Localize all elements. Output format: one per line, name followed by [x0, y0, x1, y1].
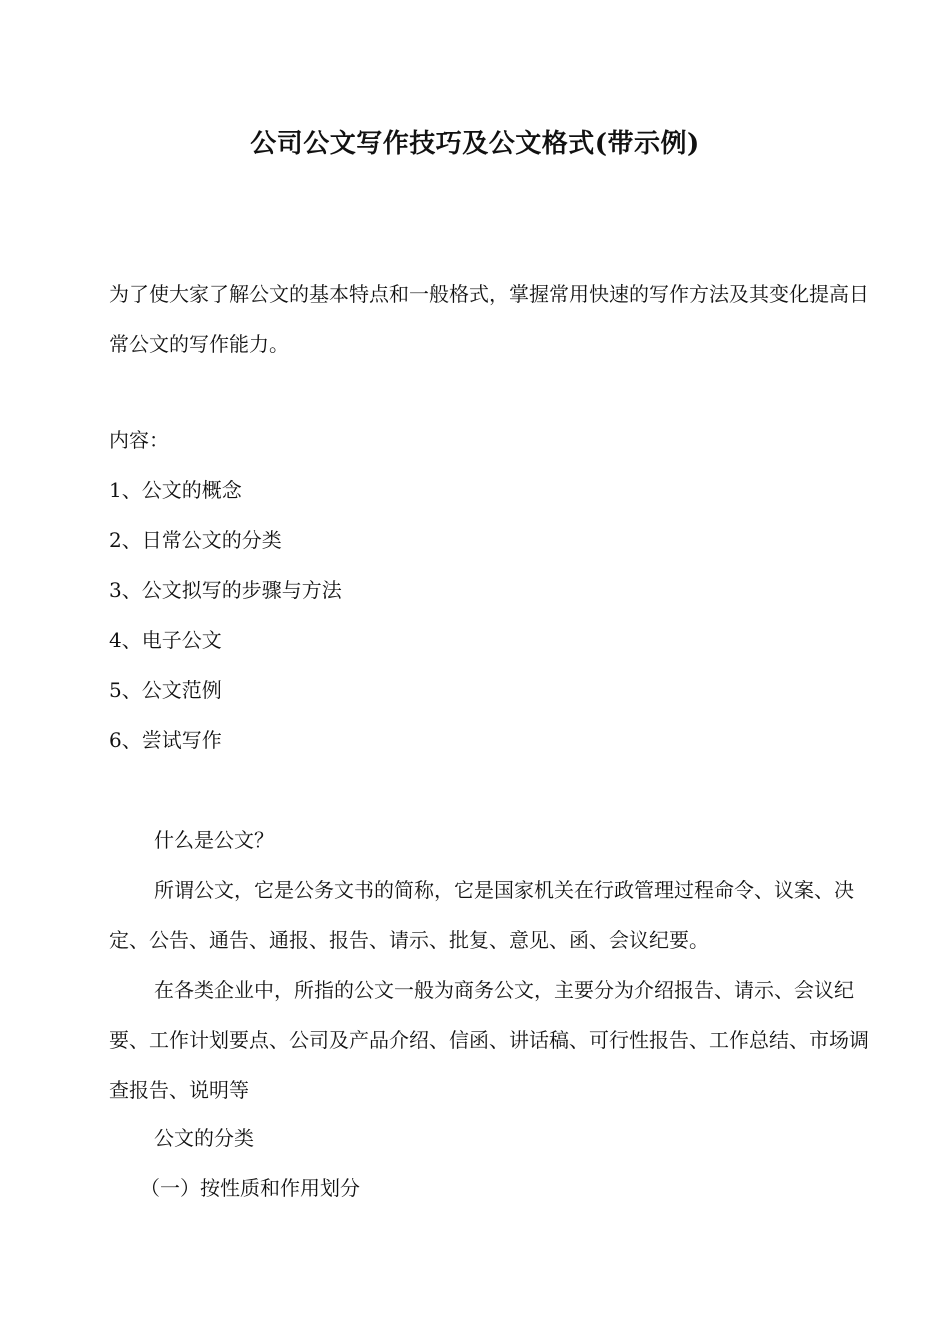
contents-heading: 内容：	[109, 428, 169, 452]
contents-item: 1、公文的概念	[109, 478, 242, 502]
contents-item: 5、公文范例	[109, 678, 222, 702]
classification-heading: 公文的分类	[154, 1126, 254, 1150]
contents-item: 2、日常公文的分类	[109, 528, 282, 552]
definition-paragraph: 所谓公文，它是公务文书的简称，它是国家机关在行政管理过程命令、议案、决定、公告、通告、通报、报告、请示、批复、意见、函、会议纪要。	[109, 878, 854, 952]
intro-paragraph: 为了使大家了解公文的基本特点和一般格式，掌握常用快速的写作方法及其变化提高日常公文的写作能力。	[109, 282, 869, 356]
contents-item: 4、电子公文	[109, 628, 222, 652]
classification-subheading: （一）按性质和作用划分	[140, 1176, 360, 1200]
contents-item: 6、尝试写作	[109, 728, 222, 752]
document-title: 公司公文写作技巧及公文格式(带示例)	[250, 129, 700, 159]
question-heading: 什么是公文？	[154, 828, 274, 852]
contents-item: 3、公文拟写的步骤与方法	[109, 578, 342, 602]
enterprise-paragraph: 在各类企业中，所指的公文一般为商务公文，主要分为介绍报告、请示、会议纪要、工作计划要点、公司及产品介绍、信函、讲话稿、可行性报告、工作总结、市场调查报告、说明等	[109, 978, 869, 1102]
